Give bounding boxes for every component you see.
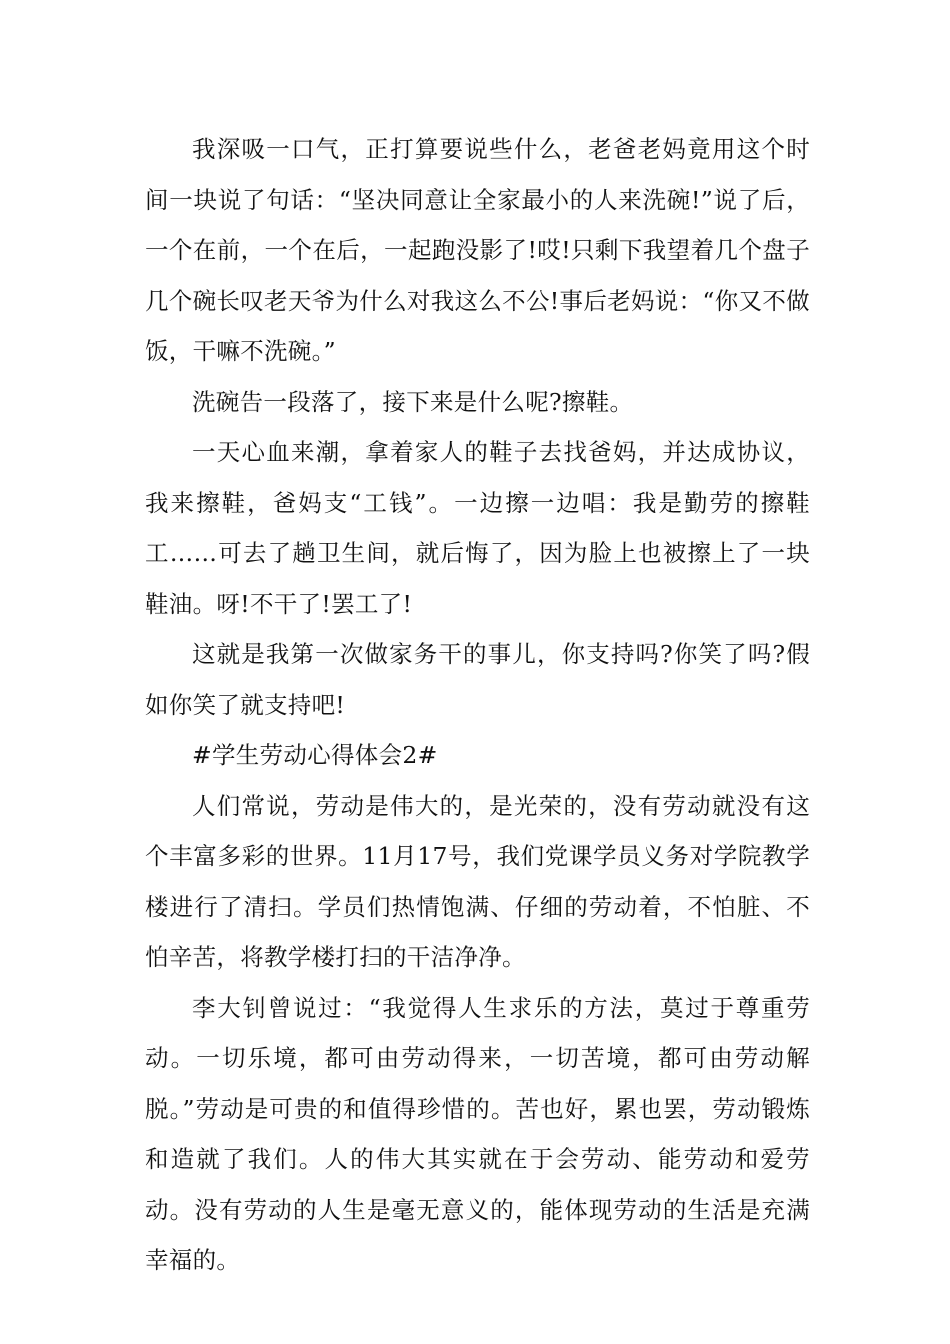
- paragraph-labor-cleaning: 人们常说，劳动是伟大的，是光荣的，没有劳动就没有这个丰富多彩的世界。11月17号，我们党课学员义务对学院教学楼进行了清扫。学员们热情饱满、仔细的劳动着，不怕脏、不怕辛苦，将教学楼打扫的干洁净净。: [145, 791, 810, 971]
- section-heading: #学生劳动心得体会2#: [192, 741, 438, 769]
- paragraph-shoe-shining: 一天心血来潮，拿着家人的鞋子去找爸妈，并达成协议，我来擦鞋，爸妈支“工钱”。一边擦一边唱：我是勤劳的擦鞋工……可去了趟卫生间，就后悔了，因为脸上也被擦上了一块鞋油。呀!不干了!罢工了!: [145, 438, 810, 618]
- paragraph-li-dazhao-quote: 李大钊曾说过：“我觉得人生求乐的方法，莫过于尊重劳动。一切乐境，都可由劳动得来，一切苦境，都可由劳动解脱。”劳动是可贵的和值得珍惜的。苦也好，累也罢，劳动锻炼和造就了我们。人的伟大其实就在于会劳动、能劳动和爱劳动。没有劳动的人生是毫无意义的，能体现劳动的生活是充满幸福的。: [145, 993, 810, 1274]
- document-body: [145, 124, 810, 1286]
- paragraph-transition: 洗碗告一段落了，接下来是什么呢?擦鞋。: [192, 387, 634, 416]
- paragraph-dishwashing: 我深吸一口气，正打算要说些什么，老爸老妈竟用这个时间一块说了句话：“坚决同意让全家最小的人来洗碗!”说了后，一个在前，一个在后，一起跑没影了!哎!只剩下我望着几个盘子几个碗长叹老天爷为什么对我这么不公!事后老妈说：“你又不做饭，干嘛不洗碗。”: [145, 135, 810, 365]
- paragraph-conclusion: 这就是我第一次做家务干的事儿，你支持吗?你笑了吗?假如你笑了就支持吧!: [145, 640, 810, 719]
